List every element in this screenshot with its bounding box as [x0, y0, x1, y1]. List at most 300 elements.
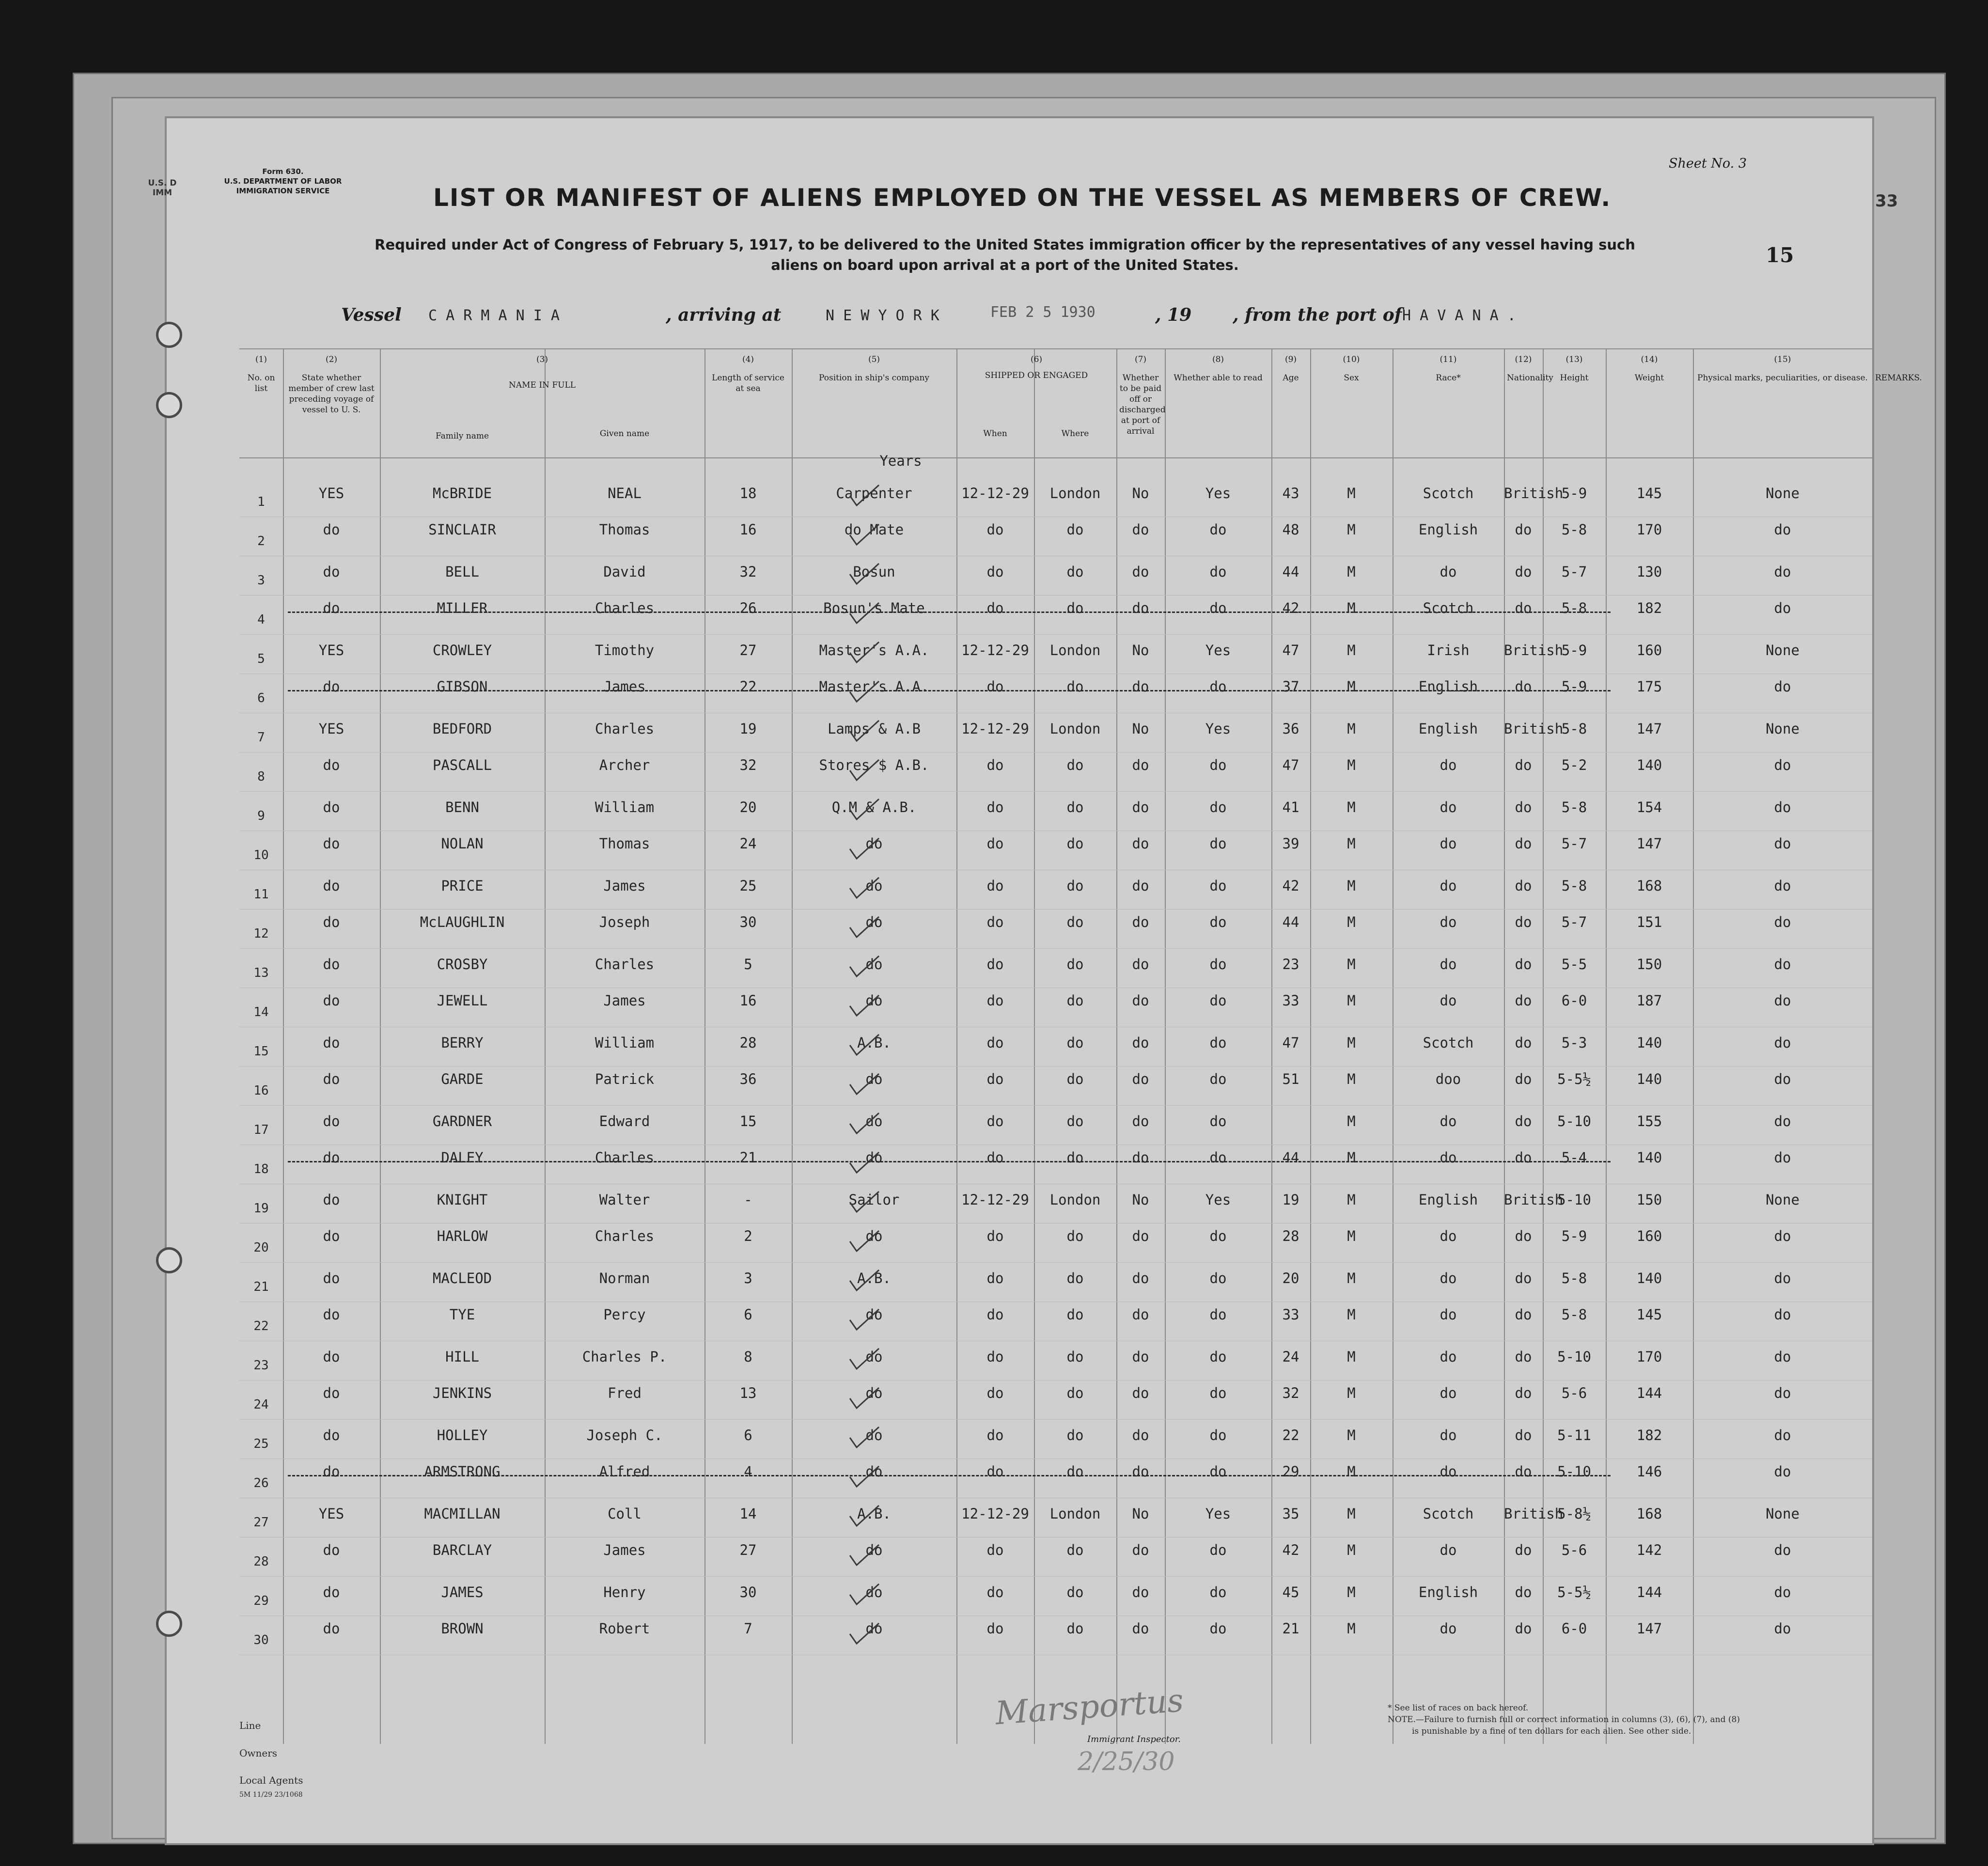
cell-age: 42: [1282, 600, 1299, 616]
cell-where: do: [1066, 1427, 1084, 1443]
cell-age: 29: [1282, 1463, 1299, 1480]
cell-given: Charles: [595, 956, 655, 972]
table-row: [167, 1146, 1872, 1186]
cell-paid: do: [1132, 956, 1149, 972]
cell-service: 27: [739, 642, 757, 659]
cell-paid: do: [1132, 1306, 1149, 1323]
cell-given: Joseph: [599, 914, 650, 930]
print-code: 5M 11/29 23/1068: [239, 1791, 303, 1799]
cell-paid: No: [1132, 1192, 1149, 1208]
stub-text: IMM: [152, 188, 172, 198]
cell-race: do: [1440, 1113, 1457, 1129]
cell-family: HILL: [445, 1349, 479, 1365]
cell-member: YES: [318, 642, 344, 659]
column-number: (4): [742, 355, 754, 364]
cell-race: English: [1418, 721, 1478, 737]
cell-position: do: [865, 1385, 883, 1401]
cell-where: do: [1066, 1149, 1084, 1166]
check-mark-icon: [845, 1424, 884, 1453]
cell-family: BARCLAY: [432, 1542, 492, 1558]
cell-marks: do: [1774, 757, 1791, 773]
cell-member: do: [323, 878, 340, 894]
cell-position: do: [865, 914, 883, 930]
column-number: (12): [1515, 355, 1532, 364]
column-number: (15): [1774, 355, 1791, 364]
column-number: (5): [868, 355, 880, 364]
cell-sex: M: [1347, 1349, 1356, 1365]
cell-service: 6: [744, 1306, 752, 1323]
cell-read: do: [1209, 835, 1227, 852]
cell-n: 28: [253, 1554, 269, 1569]
cell-when: 12-12-29: [961, 1505, 1029, 1522]
cell-age: 47: [1282, 642, 1299, 659]
cell-nat: do: [1515, 1463, 1532, 1480]
cell-race: do: [1440, 1620, 1457, 1637]
table-row: [167, 754, 1872, 793]
cell-member: do: [323, 799, 340, 815]
cell-read: do: [1209, 564, 1227, 580]
year-label: , 19: [1155, 305, 1192, 325]
cell-given: James: [603, 678, 646, 695]
cell-member: do: [323, 1427, 340, 1443]
cell-sex: M: [1347, 1505, 1356, 1522]
table-row: [167, 715, 1872, 754]
cell-where: do: [1066, 1270, 1084, 1286]
cell-nat: do: [1515, 678, 1532, 695]
cell-read: Yes: [1205, 485, 1231, 502]
cell-nat: do: [1515, 1427, 1532, 1443]
cell-n: 1: [257, 495, 265, 509]
cell-sex: M: [1347, 1542, 1356, 1558]
cell-paid: do: [1132, 1228, 1149, 1244]
cell-member: YES: [318, 485, 344, 502]
cell-age: 35: [1282, 1505, 1299, 1522]
cell-marks: do: [1774, 1228, 1791, 1244]
column-number: (7): [1134, 355, 1147, 364]
cell-given: Patrick: [595, 1071, 655, 1087]
cell-weight: 146: [1636, 1463, 1662, 1480]
cell-nat: British: [1504, 642, 1564, 659]
cell-position: do: [865, 1584, 883, 1600]
cell-where: do: [1066, 1584, 1084, 1600]
cell-nat: do: [1515, 1228, 1532, 1244]
cell-marks: do: [1774, 521, 1791, 538]
cell-height: 5-5: [1561, 956, 1587, 972]
cell-age: 51: [1282, 1071, 1299, 1087]
cell-member: do: [323, 1192, 340, 1208]
cell-member: do: [323, 914, 340, 930]
cell-where: London: [1049, 721, 1101, 737]
table-row: [167, 1617, 1872, 1657]
cell-read: do: [1209, 1071, 1227, 1087]
arrival-port: N E W Y O R K: [826, 307, 939, 324]
cell-given: Timothy: [595, 642, 655, 659]
cell-nat: do: [1515, 521, 1532, 538]
check-mark-icon: [845, 1346, 884, 1375]
cell-service: 14: [739, 1505, 757, 1522]
cell-race: do: [1440, 992, 1457, 1009]
cell-service: 21: [739, 1149, 757, 1166]
cell-age: 42: [1282, 1542, 1299, 1558]
cell-when: do: [986, 1270, 1004, 1286]
check-mark-icon: [845, 992, 884, 1021]
cell-position: A.B.: [857, 1505, 891, 1522]
column-header: Weight: [1634, 373, 1664, 383]
cell-sex: M: [1347, 1071, 1356, 1087]
cell-when: do: [986, 600, 1004, 616]
table-row: [167, 1578, 1872, 1617]
subtitle-line-2: aliens on board upon arrival at a port of the United States.: [771, 257, 1239, 273]
cell-race: English: [1418, 678, 1478, 695]
cell-nat: do: [1515, 1385, 1532, 1401]
cell-weight: 147: [1636, 835, 1662, 852]
cell-marks: do: [1774, 600, 1791, 616]
cell-read: do: [1209, 1035, 1227, 1051]
cell-marks: do: [1774, 1584, 1791, 1600]
cell-family: MACMILLAN: [424, 1505, 501, 1522]
cell-age: 47: [1282, 757, 1299, 773]
cell-n: 18: [253, 1162, 269, 1176]
cell-nat: do: [1515, 956, 1532, 972]
cell-height: 5-10: [1557, 1192, 1591, 1208]
cell-service: 26: [739, 600, 757, 616]
cell-given: William: [595, 799, 655, 815]
cell-read: do: [1209, 757, 1227, 773]
cell-height: 5-6: [1561, 1385, 1587, 1401]
cell-nat: British: [1504, 485, 1564, 502]
table-row: [167, 1264, 1872, 1303]
cell-weight: 182: [1636, 1427, 1662, 1443]
cell-height: 5-8: [1561, 878, 1587, 894]
manifest-sheet: [165, 116, 1922, 1845]
cell-marks: do: [1774, 678, 1791, 695]
cell-age: 44: [1282, 564, 1299, 580]
cell-given: James: [603, 878, 646, 894]
cell-read: do: [1209, 678, 1227, 695]
cell-read: do: [1209, 914, 1227, 930]
table-row: [167, 1343, 1872, 1382]
cell-read: do: [1209, 1620, 1227, 1637]
cell-nat: do: [1515, 992, 1532, 1009]
cell-position: do: [865, 1620, 883, 1637]
cell-weight: 145: [1636, 485, 1662, 502]
cell-nat: do: [1515, 799, 1532, 815]
cell-where: do: [1066, 564, 1084, 580]
cell-service: 32: [739, 564, 757, 580]
cell-member: YES: [318, 721, 344, 737]
cell-paid: No: [1132, 721, 1149, 737]
side-page-number: 33: [1875, 191, 1898, 211]
cell-where: do: [1066, 1306, 1084, 1323]
cell-position: do: [865, 1149, 883, 1166]
cell-paid: do: [1132, 757, 1149, 773]
cell-nat: do: [1515, 1149, 1532, 1166]
cell-family: JAMES: [441, 1584, 484, 1600]
cell-where: do: [1066, 1071, 1084, 1087]
penalty-note-line-2: is punishable by a fine of ten dollars for each alien. See other side.: [1412, 1726, 1691, 1736]
cell-member: do: [323, 1149, 340, 1166]
cell-family: NOLAN: [441, 835, 484, 852]
cell-service: 19: [739, 721, 757, 737]
cell-weight: 155: [1636, 1113, 1662, 1129]
cell-family: MACLEOD: [432, 1270, 492, 1286]
cell-n: 11: [253, 887, 269, 902]
sheet-number-value: 3: [1738, 156, 1747, 171]
cell-nat: do: [1515, 1542, 1532, 1558]
cell-sex: M: [1347, 1149, 1356, 1166]
cell-race: do: [1440, 914, 1457, 930]
service-years-label: Years: [879, 453, 922, 469]
cell-read: do: [1209, 1149, 1227, 1166]
check-mark-icon: [845, 1620, 884, 1649]
cell-marks: do: [1774, 1149, 1791, 1166]
cell-family: BENN: [445, 799, 479, 815]
cell-paid: do: [1132, 1113, 1149, 1129]
cell-where: do: [1066, 878, 1084, 894]
cell-sex: M: [1347, 992, 1356, 1009]
cell-paid: do: [1132, 1584, 1149, 1600]
cell-sex: M: [1347, 678, 1356, 695]
column-header: Physical marks, peculiarities, or disease.: [1697, 373, 1868, 383]
check-mark-icon: [845, 1110, 884, 1139]
cell-height: 5-10: [1557, 1113, 1591, 1129]
cell-height: 5-9: [1561, 678, 1587, 695]
cell-race: English: [1418, 521, 1478, 538]
cell-read: do: [1209, 1385, 1227, 1401]
table-row: [167, 479, 1872, 518]
cell-weight: 140: [1636, 1071, 1662, 1087]
cell-age: 36: [1282, 721, 1299, 737]
page-title: LIST OR MANIFEST OF ALIENS EMPLOYED ON THE VESSEL AS MEMBERS OF CREW.: [433, 184, 1612, 212]
cell-race: do: [1440, 956, 1457, 972]
cell-race: do: [1440, 1542, 1457, 1558]
cell-nat: do: [1515, 914, 1532, 930]
column-header: Length of service at sea: [712, 373, 784, 393]
cell-n: 15: [253, 1044, 269, 1059]
cell-n: 25: [253, 1437, 269, 1451]
cell-service: 20: [739, 799, 757, 815]
cell-position: Master's A.A.: [819, 678, 929, 695]
cell-family: HOLLEY: [437, 1427, 488, 1443]
cell-member: do: [323, 1349, 340, 1365]
cell-service: 32: [739, 757, 757, 773]
cell-race: do: [1440, 799, 1457, 815]
cell-member: do: [323, 1385, 340, 1401]
cell-service: 30: [739, 1584, 757, 1600]
cell-when: do: [986, 878, 1004, 894]
cell-age: 20: [1282, 1270, 1299, 1286]
cell-n: 14: [253, 1005, 269, 1019]
cell-when: 12-12-29: [961, 642, 1029, 659]
cell-read: do: [1209, 600, 1227, 616]
cell-n: 4: [257, 612, 265, 627]
cell-service: 3: [744, 1270, 752, 1286]
cell-sex: M: [1347, 1463, 1356, 1480]
cell-when: do: [986, 1349, 1004, 1365]
cell-given: Henry: [603, 1584, 646, 1600]
cell-n: 24: [253, 1397, 269, 1412]
cell-service: 7: [744, 1620, 752, 1637]
check-mark-icon: [845, 875, 884, 904]
check-mark-icon: [845, 835, 884, 864]
cell-position: Carpenter: [836, 485, 912, 502]
cell-race: Irish: [1427, 642, 1470, 659]
cell-race: Scotch: [1423, 1035, 1474, 1051]
cell-when: do: [986, 992, 1004, 1009]
cell-when: do: [986, 1620, 1004, 1637]
cell-when: 12-12-29: [961, 721, 1029, 737]
table-row: [167, 1382, 1872, 1421]
cell-paid: do: [1132, 1463, 1149, 1480]
cell-sex: M: [1347, 1427, 1356, 1443]
strike-through-line: [288, 1475, 1611, 1476]
cell-given: Joseph C.: [586, 1427, 663, 1443]
cell-marks: do: [1774, 1306, 1791, 1323]
cell-position: do: [865, 992, 883, 1009]
cell-given: Percy: [603, 1306, 646, 1323]
cell-sex: M: [1347, 1035, 1356, 1051]
underlying-form-stub: [141, 178, 184, 198]
cell-where: London: [1049, 1505, 1101, 1522]
vessel-label: Vessel: [341, 305, 402, 325]
cell-race: do: [1440, 1463, 1457, 1480]
table-row: [167, 793, 1872, 832]
cell-marks: do: [1774, 1113, 1791, 1129]
subtitle-line-1: Required under Act of Congress of February 5, 1917, to be delivered to the United States immigration officer by the representatives of any vessel having such: [375, 236, 1635, 253]
races-note: * See list of races on back hereof.: [1388, 1703, 1529, 1713]
table-row: [167, 1539, 1872, 1578]
check-mark-icon: [845, 718, 884, 747]
cell-member: do: [323, 835, 340, 852]
cell-sex: M: [1347, 1228, 1356, 1244]
column-header: Whether to be paid off or discharged at port of arrival: [1119, 373, 1166, 436]
cell-race: do: [1440, 1228, 1457, 1244]
cell-paid: No: [1132, 642, 1149, 659]
cell-nat: do: [1515, 1349, 1532, 1365]
column-number: (3): [536, 355, 548, 364]
cell-where: do: [1066, 1463, 1084, 1480]
cell-read: Yes: [1205, 642, 1231, 659]
table-row: [167, 675, 1872, 715]
cell-when: do: [986, 914, 1004, 930]
cell-given: Fred: [608, 1385, 642, 1401]
cell-service: 30: [739, 914, 757, 930]
cell-age: 39: [1282, 835, 1299, 852]
cell-when: do: [986, 678, 1004, 695]
cell-member: do: [323, 1071, 340, 1087]
cell-height: 5-11: [1557, 1427, 1591, 1443]
cell-where: do: [1066, 914, 1084, 930]
cell-n: 8: [257, 769, 265, 784]
cell-member: do: [323, 678, 340, 695]
cell-height: 5-5½: [1557, 1071, 1591, 1087]
cell-when: do: [986, 1584, 1004, 1600]
cell-age: 47: [1282, 1035, 1299, 1051]
cell-given: James: [603, 1542, 646, 1558]
cell-given: David: [603, 564, 646, 580]
cell-where: London: [1049, 642, 1101, 659]
cell-family: BROWN: [441, 1620, 484, 1637]
cell-paid: do: [1132, 799, 1149, 815]
cell-height: 5-9: [1561, 485, 1587, 502]
cell-member: do: [323, 1584, 340, 1600]
cell-race: Scotch: [1423, 485, 1474, 502]
cell-read: do: [1209, 1113, 1227, 1129]
cell-paid: do: [1132, 600, 1149, 616]
cell-marks: do: [1774, 564, 1791, 580]
column-header: Position in ship's company: [818, 373, 930, 383]
cell-paid: do: [1132, 1427, 1149, 1443]
table-row: [167, 597, 1872, 636]
cell-sex: M: [1347, 914, 1356, 930]
check-mark-icon: [845, 1032, 884, 1061]
column-header: State whether member of crew last preceding voyage of vessel to U. S.: [288, 373, 375, 415]
cell-marks: do: [1774, 914, 1791, 930]
cell-height: 5-6: [1561, 1542, 1587, 1558]
cell-given: Alfred: [599, 1463, 650, 1480]
cell-weight: 147: [1636, 1620, 1662, 1637]
cell-n: 16: [253, 1083, 269, 1098]
cell-weight: 150: [1636, 956, 1662, 972]
cell-when: do: [986, 1071, 1004, 1087]
cell-position: A.B.: [857, 1035, 891, 1051]
cell-race: English: [1418, 1192, 1478, 1208]
cell-marks: do: [1774, 1385, 1791, 1401]
cell-member: do: [323, 1113, 340, 1129]
strike-through-line: [288, 612, 1611, 613]
cell-family: HARLOW: [437, 1228, 488, 1244]
cell-n: 2: [257, 534, 265, 549]
cell-weight: 140: [1636, 1270, 1662, 1286]
cell-sex: M: [1347, 521, 1356, 538]
cell-age: 45: [1282, 1584, 1299, 1600]
cell-weight: 144: [1636, 1385, 1662, 1401]
cell-read: Yes: [1205, 721, 1231, 737]
table-row: [167, 950, 1872, 989]
cell-service: 8: [744, 1349, 752, 1365]
cell-sex: M: [1347, 757, 1356, 773]
cell-given: Charles P.: [582, 1349, 667, 1365]
cell-race: do: [1440, 1306, 1457, 1323]
column-header: NAME IN FULL: [508, 380, 576, 390]
cell-n: 27: [253, 1515, 269, 1530]
family-name-subheader: Family name: [435, 431, 489, 441]
cell-when: do: [986, 1427, 1004, 1443]
cell-sex: M: [1347, 835, 1356, 852]
cell-age: 37: [1282, 678, 1299, 695]
cell-age: 28: [1282, 1228, 1299, 1244]
cell-read: do: [1209, 521, 1227, 538]
cell-member: do: [323, 1306, 340, 1323]
inspector-label: Immigrant Inspector.: [1087, 1734, 1181, 1744]
check-mark-icon: [845, 1267, 884, 1296]
cell-weight: 150: [1636, 1192, 1662, 1208]
cell-race: doo: [1435, 1071, 1461, 1087]
cell-read: Yes: [1205, 1192, 1231, 1208]
check-mark-icon: [845, 953, 884, 982]
cell-marks: None: [1766, 721, 1800, 737]
vessel-name: C A R M A N I A: [428, 307, 560, 324]
cell-paid: do: [1132, 1620, 1149, 1637]
cell-paid: do: [1132, 992, 1149, 1009]
table-row: [167, 518, 1872, 558]
table-row: [167, 1225, 1872, 1264]
check-mark-icon: [845, 600, 884, 629]
cell-marks: do: [1774, 1071, 1791, 1087]
cell-family: BERRY: [441, 1035, 484, 1051]
form-number: Form 630.: [262, 167, 304, 176]
cell-position: do: [865, 1306, 883, 1323]
